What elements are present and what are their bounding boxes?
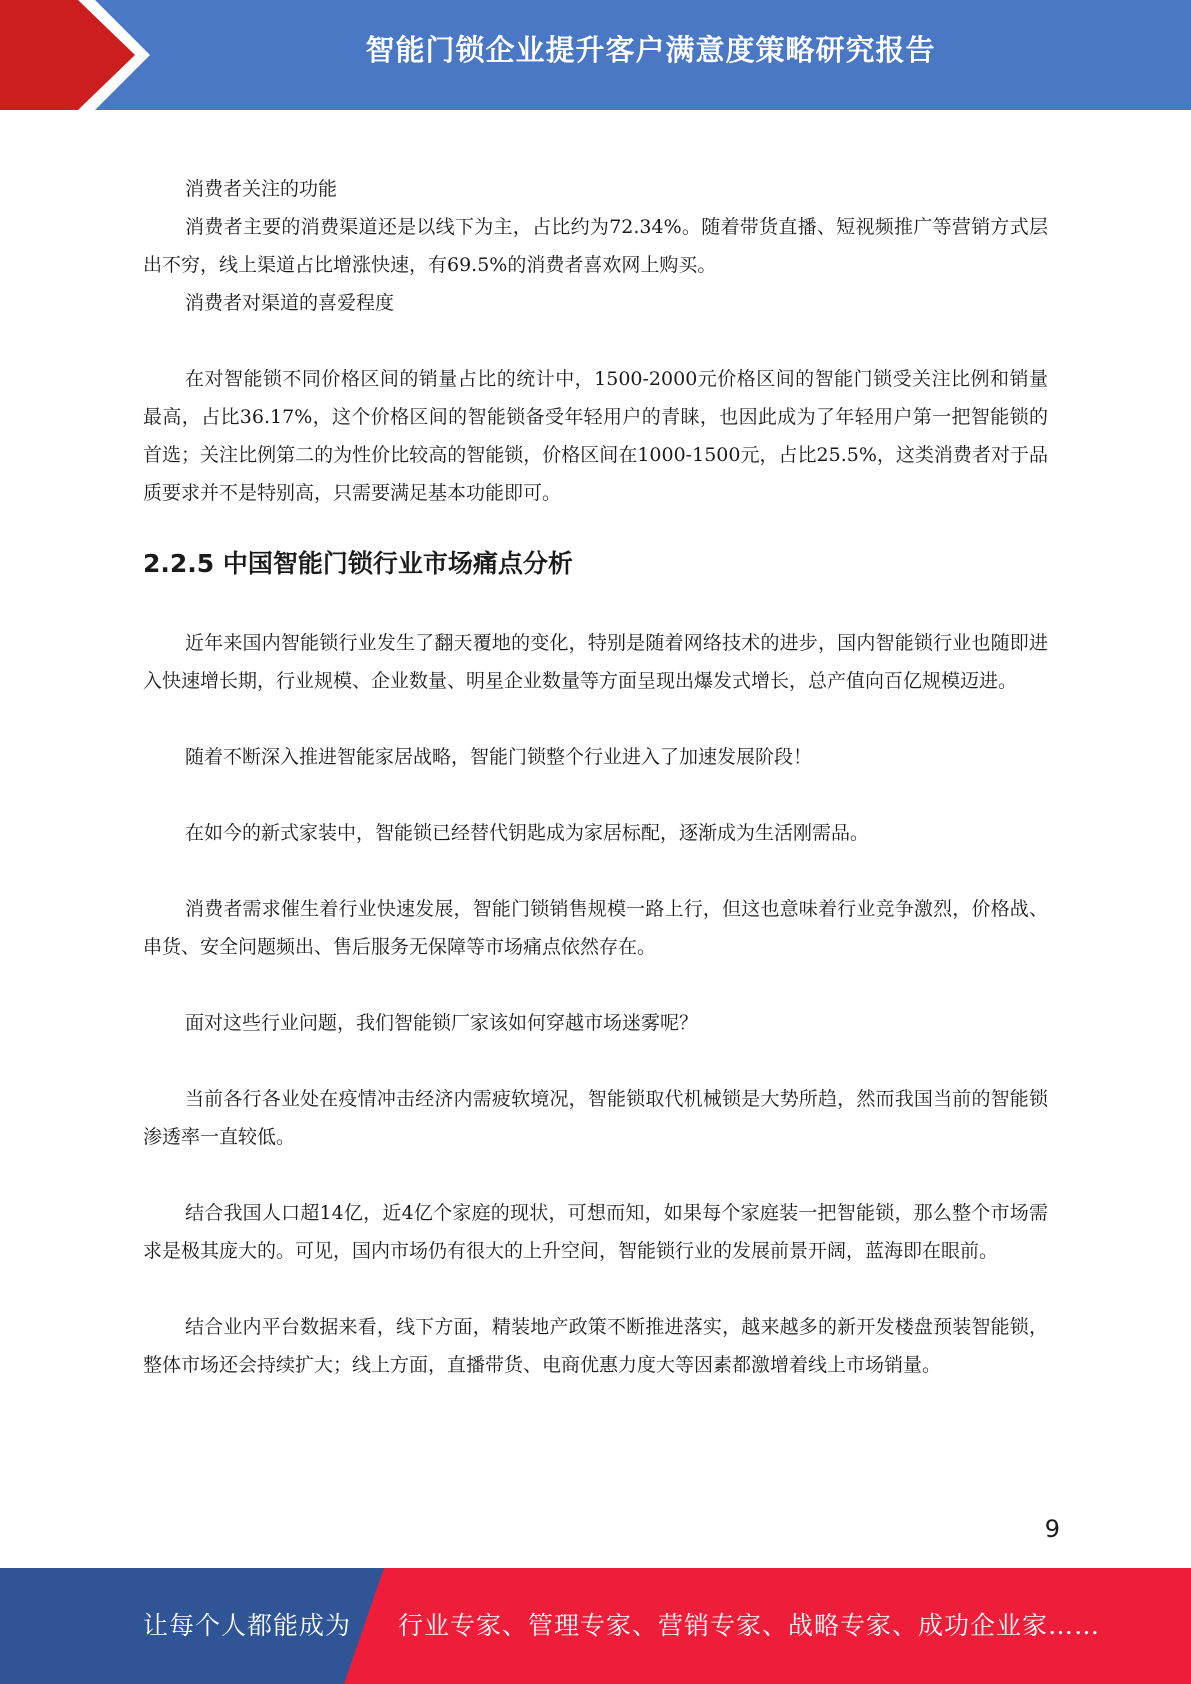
page-header: [0, 0, 1191, 110]
paragraph-pain-points: 消费者需求催生着行业快速发展，智能门锁销售规模一路上行，但这也意味着行业竞争激烈，价格战、串货、安全问题频出、售后服务无保障等市场痛点依然存在。: [143, 898, 1048, 958]
report-title: 智能门锁企业提升客户满意度策略研究报告: [365, 33, 936, 67]
paragraph-price-range: 在对智能锁不同价格区间的销量占比的统计中，1500-2000元价格区间的智能门锁受关注比例和销量最高，占比36.17%，这个价格区间的智能锁备受年轻用户的青睐，也因此成为了年轻用户第一把智能锁的首选；关注比例第二的为性价比较高的智能锁，价格区间在1000-1500元，占比25.5%，这类消费者对于品质要求并不是特别高，只需要满足基本功能即可。: [143, 368, 1048, 504]
paragraph-penetration: 当前各行各业处在疫情冲击经济内需疲软境况，智能锁取代机械锁是大势所趋，然而我国当前的智能锁渗透率一直较低。: [143, 1088, 1048, 1148]
header-arrow: [0, 0, 135, 110]
footer-slogan-right: 行业专家、管理专家、营销专家、战略专家、成功企业家……: [398, 1611, 1101, 1640]
section-heading: 2.2.5 中国智能门锁行业市场痛点分析: [143, 549, 573, 578]
page-content: [143, 170, 1048, 1384]
paragraph-market-potential: 结合我国人口超14亿，近4亿个家庭的现状，可想而知，如果每个家庭装一把智能锁，那么整个市场需求是极其庞大的。可见，国内市场仍有很大的上升空间，智能锁行业的发展前景开阔，蓝海即在眼前。: [143, 1202, 1048, 1262]
paragraph-channels: 消费者主要的消费渠道还是以线下为主，占比约为72.34%。随着带货直播、短视频推广等营销方式层出不穷，线上渠道占比增涨快速，有69.5%的消费者喜欢网上购买。: [143, 216, 1048, 276]
paragraph-question: 面对这些行业问题，我们智能锁厂家该如何穿越市场迷雾呢？: [185, 1012, 699, 1034]
footer-slogan-left: 让每个人都能成为: [143, 1611, 352, 1640]
page-footer: [0, 1568, 1191, 1684]
paragraph-features-caption: 消费者关注的功能: [185, 178, 338, 200]
paragraph-home-standard: 在如今的新式家装中，智能锁已经替代钥匙成为家居标配，逐渐成为生活刚需品。: [185, 822, 870, 844]
page-number: 9: [1044, 1515, 1060, 1543]
paragraph-channel-preference-caption: 消费者对渠道的喜爱程度: [185, 292, 395, 314]
paragraph-platform-data: 结合业内平台数据来看，线下方面，精装地产政策不断推进落实，越来越多的新开发楼盘预装智能锁，整体市场还会持续扩大；线上方面，直播带货、电商优惠力度大等因素都激增着线上市场销量。: [143, 1316, 1048, 1376]
paragraph-industry-growth: 近年来国内智能锁行业发生了翻天覆地的变化，特别是随着网络技术的进步，国内智能锁行业也随即进入快速增长期，行业规模、企业数量、明星企业数量等方面呈现出爆发式增长，总产值向百亿规模迈进。: [143, 632, 1048, 692]
paragraph-smart-home-strategy: 随着不断深入推进智能家居战略，智能门锁整个行业进入了加速发展阶段！: [185, 746, 813, 768]
